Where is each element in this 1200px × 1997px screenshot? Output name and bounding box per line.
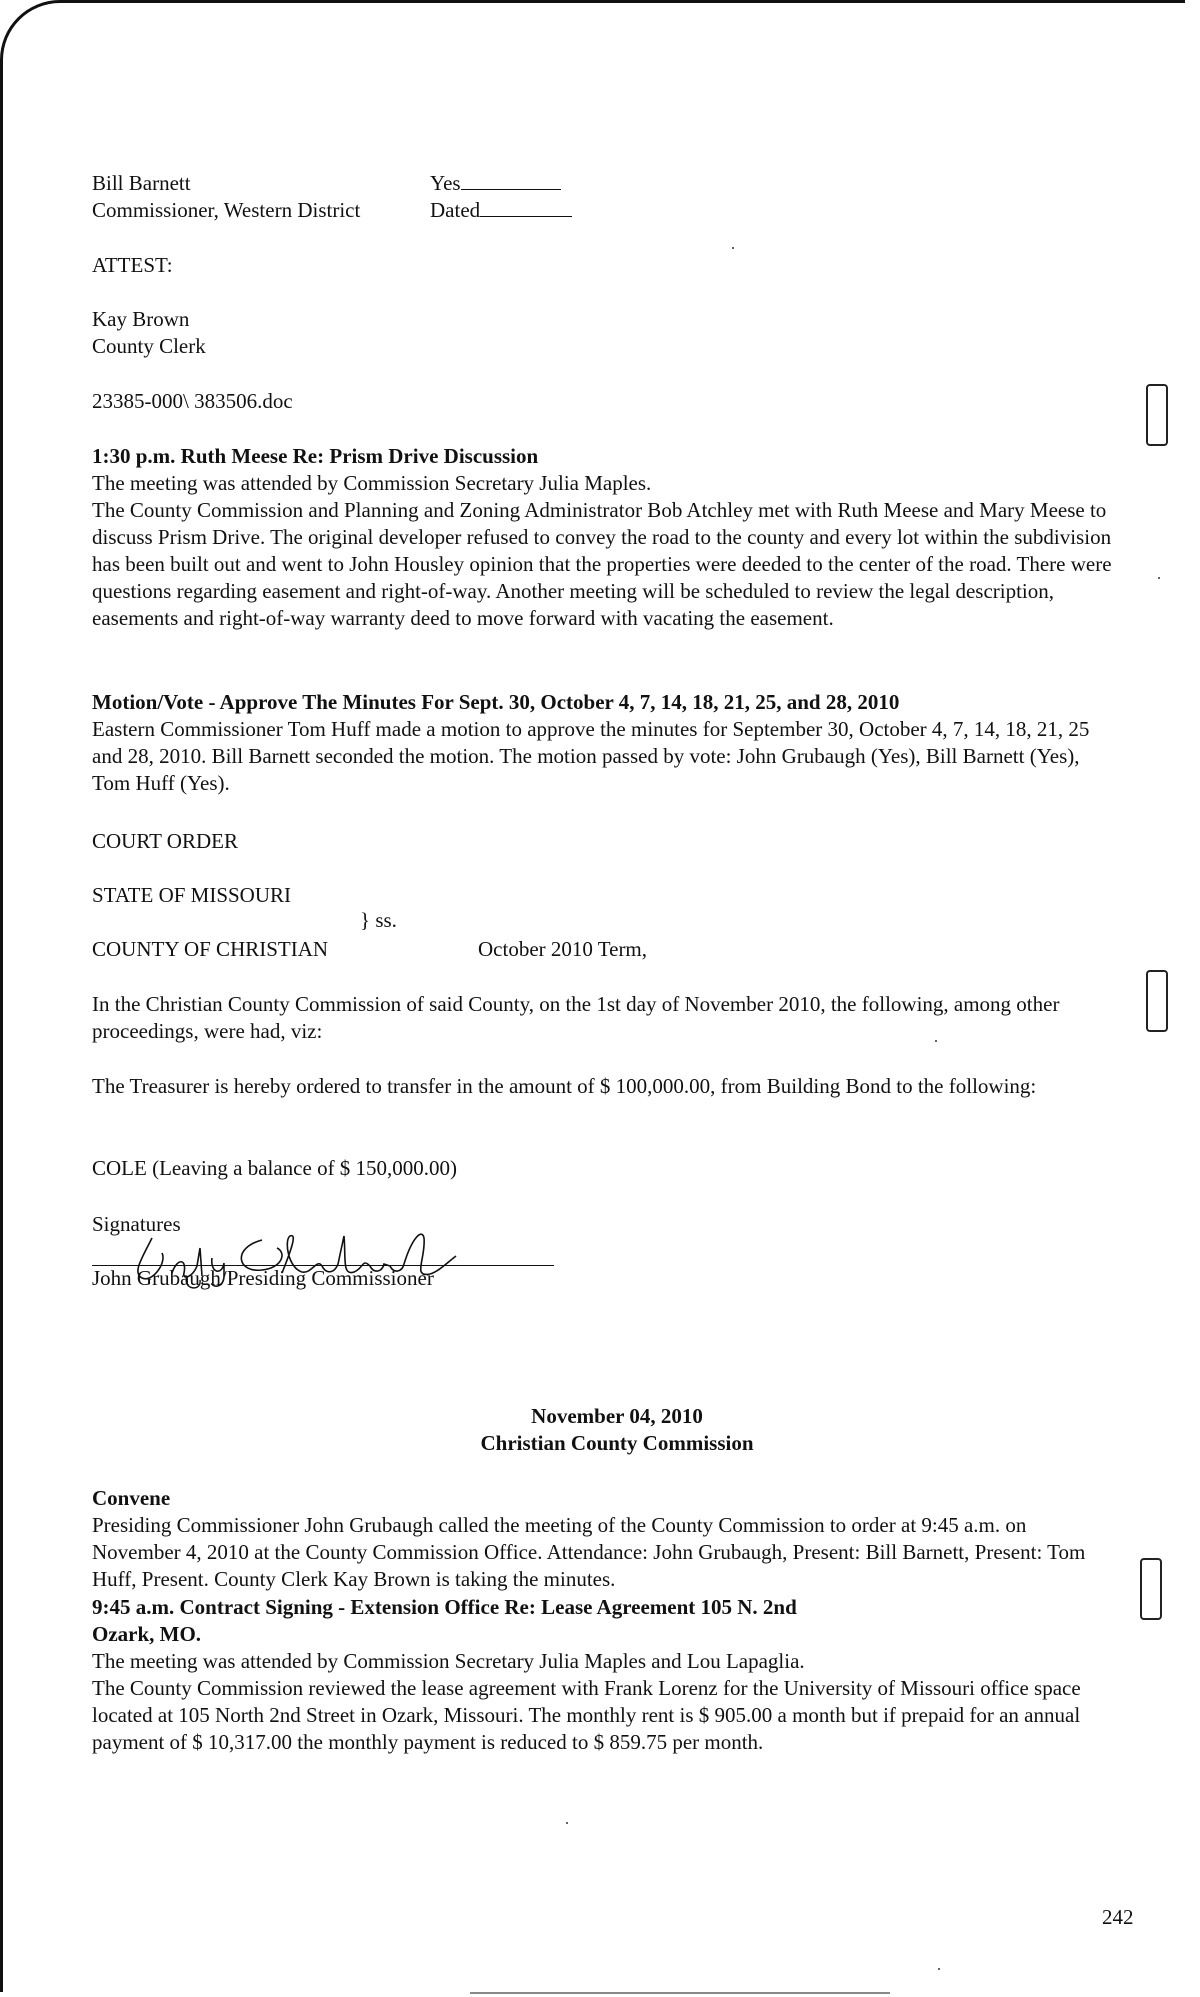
prism-section <box>92 470 1112 632</box>
prism-body: The County Commission and Planning and Zoning Administrator Bob Atchley met with Ruth Meese and Mary Meese to discuss Prism Drive. The original developer refused to convey the road to the county and every lot within the subdivision has been built out and went to John Housley opinion that the properties were deeded to the center of the road. There were questions regarding easement and right-of-way. Another meeting will be scheduled to review the legal description, easements and right-of-way warranty deed to move forward with vacating the easement. <box>92 498 1112 630</box>
dated-label: Dated <box>430 198 481 222</box>
document-reference: 23385-000\ 383506.doc <box>92 389 293 413</box>
convene-body: Presiding Commissioner John Grubaugh called the meeting of the County Commission to order at 9:45 a.m. on November 4, 2010 at the County Commission Office. Attendance: John Grubaugh, Present: Bill Barnett, Present: Tom Huff, Present. County Clerk Kay Brown is taking the minutes. <box>92 1513 1086 1591</box>
cole-balance: COLE (Leaving a balance of $ 150,000.00) <box>92 1156 458 1180</box>
contract-heading: 9:45 a.m. Contract Signing - Extension Office Re: Lease Agreement 105 N. 2nd <box>92 1595 797 1619</box>
contract-heading-cont: Ozark, MO. <box>92 1622 202 1646</box>
contract-attendance: The meeting was attended by Commission Secretary Julia Maples and Lou Lapaglia. <box>92 1649 805 1673</box>
commission-name: Christian County Commission <box>480 1431 754 1455</box>
commissioner-title: Commissioner, Western District <box>92 198 361 222</box>
contract-section <box>92 1648 1112 1756</box>
motion-body: Eastern Commissioner Tom Huff made a motion to approve the minutes for September 30, October 4, 7, 14, 18, 21, 25 and 28, 2010. Bill Barnett seconded the motion. The motion passed by vote: John Grubaugh (Yes), Bill Barnett (Yes), Tom Huff (Yes). <box>92 717 1090 795</box>
prism-heading: 1:30 p.m. Ruth Meese Re: Prism Drive Discussion <box>92 444 539 468</box>
meeting-date: November 04, 2010 <box>531 1404 703 1428</box>
dated-line <box>430 197 572 224</box>
margin-box <box>1146 970 1168 1032</box>
scan-speck <box>1158 577 1160 579</box>
yes-label: Yes <box>430 171 461 195</box>
clerk-title: County Clerk <box>92 334 206 358</box>
yes-line <box>430 170 561 197</box>
scan-speck <box>732 247 734 249</box>
signatures-label: Signatures <box>92 1212 181 1236</box>
state-line: STATE OF MISSOURI <box>92 883 292 907</box>
scan-speck <box>938 1968 940 1970</box>
margin-box <box>1146 384 1168 446</box>
scan-speck <box>566 1822 568 1824</box>
dated-blank <box>480 198 572 217</box>
prism-attendance: The meeting was attended by Commission Secretary Julia Maples. <box>92 471 652 495</box>
page-number: 242 <box>1102 1905 1134 1929</box>
signer-caption: John Grubaugh/Presiding Commissioner <box>92 1266 434 1290</box>
clerk-name: Kay Brown <box>92 307 190 331</box>
scan-edge-mark <box>470 1992 890 1994</box>
attest-label: ATTEST: <box>92 253 173 277</box>
county-line: COUNTY OF CHRISTIAN <box>92 937 329 961</box>
commissioner-name: Bill Barnett <box>92 171 191 195</box>
contract-body: The County Commission reviewed the lease agreement with Frank Lorenz for the University of Missouri office space located at 105 North 2nd Street in Ozark, Missouri. The monthly rent is $ 905.00 a month but if prepaid for an annual payment of $ 10,317.00 the monthly payment is reduced to $ 859.75 per month. <box>92 1676 1081 1754</box>
motion-heading: Motion/Vote - Approve The Minutes For Sept. 30, October 4, 7, 14, 18, 21, 25, and 28, 2010 <box>92 690 900 714</box>
scan-speck <box>935 1040 937 1042</box>
ss-bracket: } ss. <box>360 908 397 932</box>
treasurer-order: The Treasurer is hereby ordered to transfer in the amount of $ 100,000.00, from Building Bond to the following: <box>92 1074 1037 1098</box>
convene-heading: Convene <box>92 1486 171 1510</box>
court-order-intro: In the Christian County Commission of said County, on the 1st day of November 2010, the following, among other proceedings, were had, viz: <box>92 992 1060 1043</box>
yes-blank <box>461 171 561 190</box>
margin-box <box>1140 1558 1162 1620</box>
term-line: October 2010 Term, <box>478 937 648 961</box>
court-order-title: COURT ORDER <box>92 829 238 853</box>
